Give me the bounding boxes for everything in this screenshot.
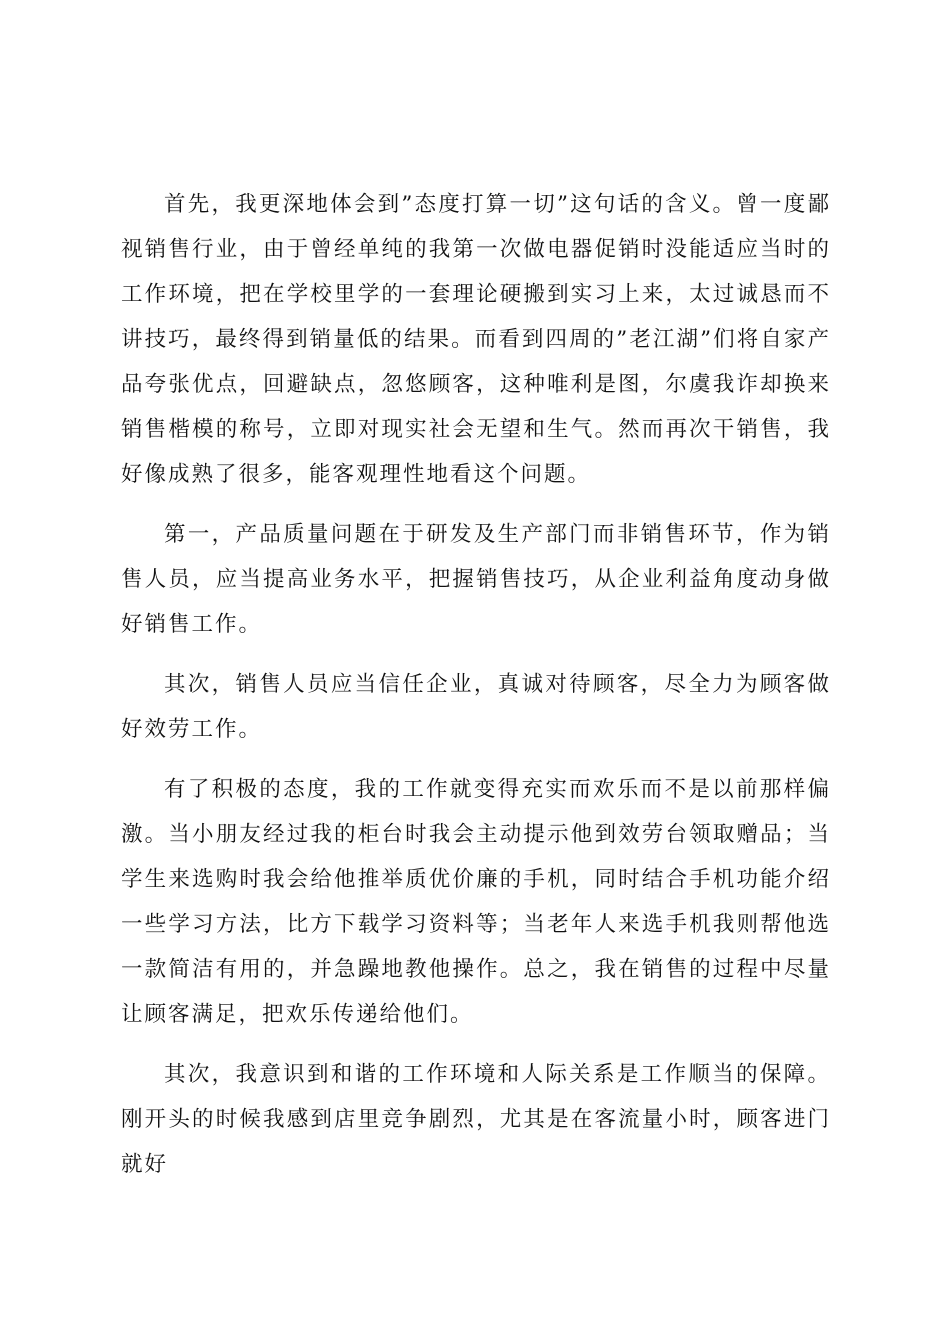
- paragraph-3: 其次，销售人员应当信任企业，真诚对待顾客，尽全力为顾客做好效劳工作。: [121, 672, 831, 742]
- paragraph-5: 其次，我意识到和谐的工作环境和人际关系是工作顺当的保障。刚开头的时候我感到店里竞争剧烈，尤其是在客流量小时，顾客进门就好: [121, 1062, 831, 1177]
- paragraph-1: 首先，我更深地体会到”态度打算一切”这句话的含义。曾一度鄙视销售行业，由于曾经单纯的我第一次做电器促销时没能适应当时的工作环境，把在学校里学的一套理论硬搬到实习上来，太过诚恳而不讲技巧，最终得到销量低的结果。而看到四周的”老江湖”们将自家产品夸张优点，回避缺点，忽悠顾客，这种唯利是图，尔虞我诈却换来销售楷模的称号，立即对现实社会无望和生气。然而再次干销售，我好像成熟了很多，能客观理性地看这个问题。: [121, 192, 831, 487]
- paragraph-4: 有了积极的态度，我的工作就变得充实而欢乐而不是以前那样偏激。当小朋友经过我的柜台时我会主动提示他到效劳台领取赠品；当学生来选购时我会给他推举质优价廉的手机，同时结合手机功能介绍一些学习方法，比方下载学习资料等；当老年人来选手机我则帮他选一款简洁有用的，并急躁地教他操作。总之，我在销售的过程中尽量让顾客满足，把欢乐传递给他们。: [121, 777, 831, 1027]
- paragraph-2: 第一，产品质量问题在于研发及生产部门而非销售环节，作为销售人员，应当提高业务水平，把握销售技巧，从企业利益角度动身做好销售工作。: [121, 522, 831, 637]
- document-body: [121, 182, 831, 1202]
